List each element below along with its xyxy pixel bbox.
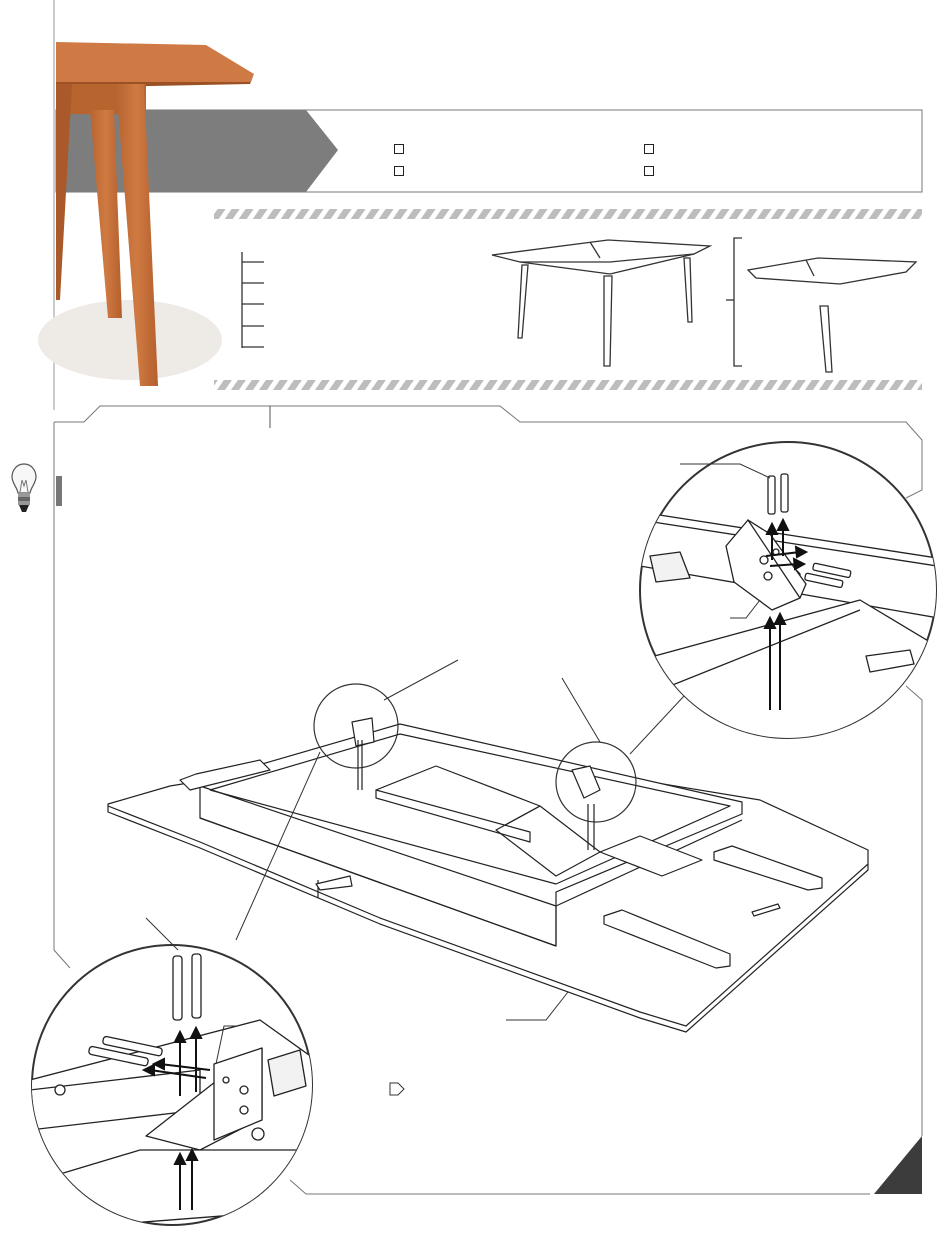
checklist-box-1[interactable] xyxy=(394,144,404,154)
exploded-bracket xyxy=(726,238,742,366)
stripe-bottom xyxy=(214,380,922,390)
note-marker xyxy=(390,1083,404,1095)
checklist-box-4[interactable] xyxy=(644,166,654,176)
tip-bar xyxy=(56,476,62,506)
exploded-table-illustration xyxy=(748,258,916,372)
parts-legend-bracket xyxy=(242,252,264,348)
checklist-box-2[interactable] xyxy=(394,166,404,176)
stripe-top xyxy=(214,209,922,219)
table-illustration xyxy=(492,240,710,366)
page-corner xyxy=(874,1136,922,1194)
lightbulb-icon xyxy=(10,462,38,516)
checklist-box-3[interactable] xyxy=(644,144,654,154)
